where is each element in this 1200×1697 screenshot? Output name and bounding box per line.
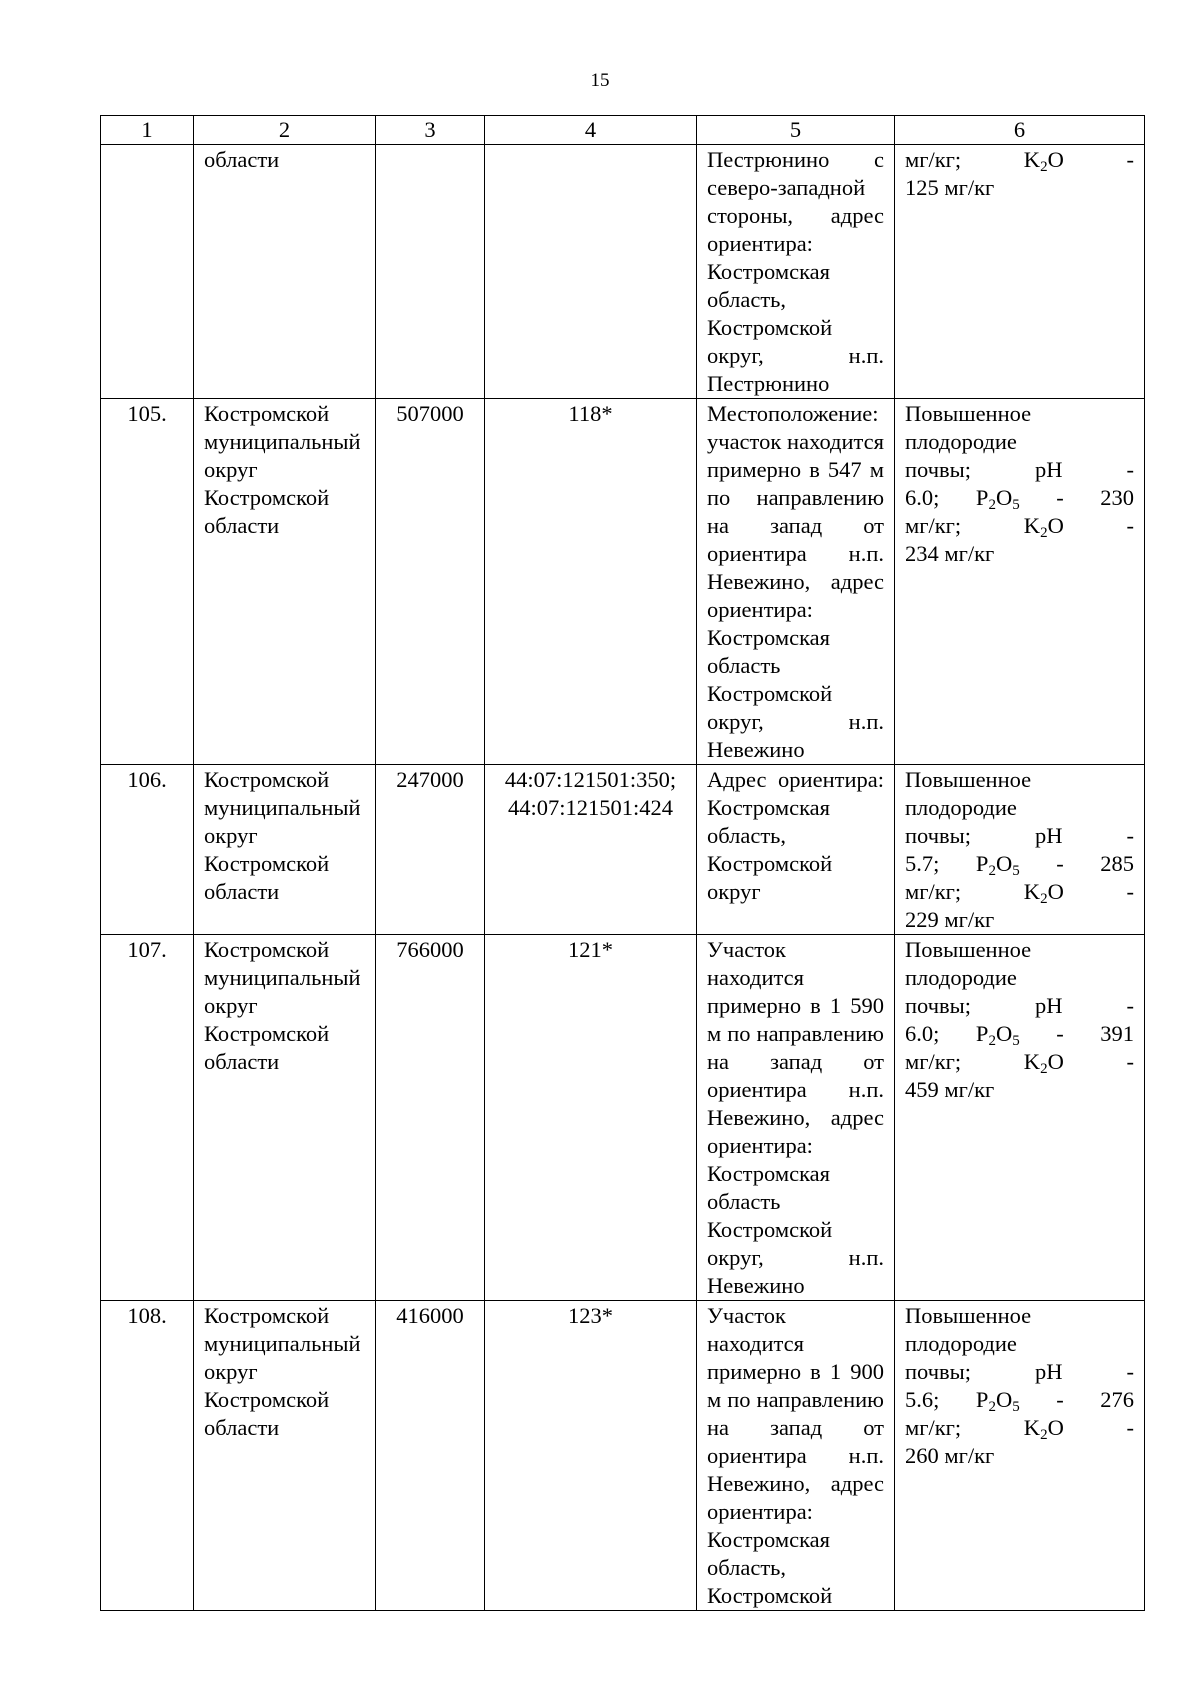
district-line: области	[204, 147, 280, 172]
fertility-line: почвы; pH -	[905, 457, 1134, 482]
fertility-line: Повышенное	[905, 767, 1032, 792]
column-header: 6	[895, 116, 1145, 145]
location-line: Невежино, адрес	[707, 1471, 884, 1496]
location-line: область,	[707, 1555, 787, 1580]
cadastral-line: 123*	[568, 1303, 613, 1328]
fertility-line: почвы; pH -	[905, 1359, 1134, 1384]
fertility-line: Повышенное	[905, 401, 1032, 426]
location-line: находится	[707, 1331, 804, 1356]
cadastral-line: 121*	[568, 937, 613, 962]
fertility-line: почвы; pH -	[905, 993, 1134, 1018]
location-line: ориентира н.п.	[707, 541, 884, 566]
cadastral-cell	[485, 1301, 697, 1611]
district-line: муниципальный	[204, 965, 361, 990]
cadastral-line: 118*	[568, 401, 613, 426]
district-line: Костромской	[204, 1303, 330, 1328]
location-line: Местоположение:	[707, 401, 879, 426]
district-line: Костромской	[204, 767, 330, 792]
fertility-line: 229 мг/кг	[905, 907, 995, 932]
location-line: на запад от	[707, 513, 884, 538]
location-line: область,	[707, 287, 787, 312]
table-row	[101, 145, 1145, 399]
location-line: Костромской	[707, 851, 833, 876]
location-line: Костромская	[707, 1527, 831, 1552]
fertility-cell	[895, 1301, 1145, 1611]
location-line: Пестрюнино	[707, 371, 830, 396]
fertility-line: почвы; pH -	[905, 823, 1134, 848]
location-line: область	[707, 1189, 781, 1214]
location-cell	[697, 1301, 895, 1611]
district-line: Костромской	[204, 1387, 330, 1412]
district-cell	[194, 145, 376, 399]
location-line: северо-западной	[707, 175, 866, 200]
location-line: ориентира:	[707, 1133, 813, 1158]
location-line: Костромской	[707, 315, 833, 340]
district-line: Костромской	[204, 851, 330, 876]
location-line: Участок	[707, 1303, 786, 1328]
table-row	[101, 765, 1145, 935]
district-line: округ	[204, 1359, 258, 1384]
fertility-line: плодородие	[905, 1331, 1017, 1356]
fertility-cell	[895, 145, 1145, 399]
cadastral-cell	[485, 765, 697, 935]
location-line: м по направлению	[707, 1021, 884, 1046]
area-cell: 766000	[376, 935, 485, 1301]
fertility-line: 234 мг/кг	[905, 541, 995, 566]
table-header-row	[101, 116, 1145, 145]
table-row	[101, 399, 1145, 765]
fertility-line: мг/кг; $K_2O$ -	[905, 879, 1134, 907]
location-line: по направлению	[707, 485, 884, 510]
fertility-line: мг/кг; $K_2O$ -	[905, 1415, 1134, 1443]
fertility-cell	[895, 765, 1145, 935]
location-line: ориентира н.п.	[707, 1443, 884, 1468]
district-line: муниципальный	[204, 795, 361, 820]
location-line: Костромская	[707, 625, 831, 650]
cadastral-cell	[485, 399, 697, 765]
location-line: округ, н.п.	[707, 1245, 884, 1270]
fertility-line: Повышенное	[905, 937, 1032, 962]
row-number-cell: 107.	[101, 935, 194, 1301]
table-row	[101, 1301, 1145, 1611]
district-line: округ	[204, 823, 258, 848]
location-line: Костромской	[707, 1583, 833, 1608]
location-line: округ	[707, 879, 761, 904]
location-line: Невежино, адрес	[707, 1105, 884, 1130]
fertility-line: 6.0; $P_2O_5 - 230$	[905, 485, 1135, 513]
district-cell	[194, 399, 376, 765]
district-cell	[194, 935, 376, 1301]
district-line: муниципальный	[204, 429, 361, 454]
fertility-line: плодородие	[905, 429, 1017, 454]
location-line: Костромская	[707, 795, 831, 820]
fertility-line: 459 мг/кг	[905, 1077, 995, 1102]
location-cell	[697, 399, 895, 765]
location-line: стороны, адрес	[707, 203, 884, 228]
fertility-line: Повышенное	[905, 1303, 1032, 1328]
location-line: находится	[707, 965, 804, 990]
district-cell	[194, 765, 376, 935]
column-header: 1	[101, 116, 194, 145]
area-cell: 507000	[376, 399, 485, 765]
column-header: 3	[376, 116, 485, 145]
fertility-line: 5.7; $P_2O_5 - 285$	[905, 851, 1135, 879]
location-line: ориентира н.п.	[707, 1077, 884, 1102]
area-cell: 247000	[376, 765, 485, 935]
location-line: Костромская	[707, 1161, 831, 1186]
fertility-line: 260 мг/кг	[905, 1443, 995, 1468]
fertility-line: 6.0; $P_2O_5 - 391$	[905, 1021, 1135, 1049]
land-plots-table	[100, 115, 1145, 1611]
district-line: области	[204, 1415, 280, 1440]
district-line: округ	[204, 993, 258, 1018]
location-line: область	[707, 653, 781, 678]
district-line: области	[204, 513, 280, 538]
district-line: области	[204, 879, 280, 904]
row-number-cell	[101, 145, 194, 399]
table-row	[101, 935, 1145, 1301]
location-line: примерно в 547 м	[707, 457, 884, 482]
fertility-line: плодородие	[905, 965, 1017, 990]
row-number-cell: 106.	[101, 765, 194, 935]
row-number-cell: 108.	[101, 1301, 194, 1611]
location-cell	[697, 765, 895, 935]
location-line: ориентира:	[707, 1499, 813, 1524]
fertility-line: мг/кг; $K_2O$ -	[905, 513, 1134, 541]
district-line: Костромской	[204, 485, 330, 510]
location-line: округ, н.п.	[707, 709, 884, 734]
fertility-cell	[895, 935, 1145, 1301]
fertility-cell	[895, 399, 1145, 765]
location-line: ориентира:	[707, 597, 813, 622]
location-line: м по направлению	[707, 1387, 884, 1412]
location-line: примерно в 1 590	[707, 993, 884, 1018]
district-line: области	[204, 1049, 280, 1074]
location-cell	[697, 935, 895, 1301]
location-line: Костромской	[707, 681, 833, 706]
location-line: Пестрюнино с	[707, 147, 884, 172]
location-cell	[697, 145, 895, 399]
location-line: Невежино, адрес	[707, 569, 884, 594]
district-line: Костромской	[204, 1021, 330, 1046]
fertility-line: мг/кг; $K_2O$ -	[905, 147, 1134, 175]
row-number-cell: 105.	[101, 399, 194, 765]
location-line: примерно в 1 900	[707, 1359, 884, 1384]
location-line: Костромская	[707, 259, 831, 284]
district-line: Костромской	[204, 401, 330, 426]
cadastral-line: 44:07:121501:350;	[504, 767, 677, 792]
location-line: Костромской	[707, 1217, 833, 1242]
fertility-line: мг/кг; $K_2O$ -	[905, 1049, 1134, 1077]
location-line: на запад от	[707, 1049, 884, 1074]
column-header: 5	[697, 116, 895, 145]
table-body	[101, 116, 1145, 1611]
location-line: на запад от	[707, 1415, 884, 1440]
cadastral-line: 44:07:121501:424	[507, 795, 673, 820]
fertility-line: 125 мг/кг	[905, 175, 995, 200]
district-line: Костромской	[204, 937, 330, 962]
location-line: Невежино	[707, 1273, 805, 1298]
location-line: Участок	[707, 937, 786, 962]
page-number: 15	[590, 70, 610, 91]
column-header: 4	[485, 116, 697, 145]
district-line: округ	[204, 457, 258, 482]
district-cell	[194, 1301, 376, 1611]
area-cell: 416000	[376, 1301, 485, 1611]
area-cell	[376, 145, 485, 399]
fertility-line: плодородие	[905, 795, 1017, 820]
location-line: округ, н.п.	[707, 343, 884, 368]
cadastral-cell	[485, 145, 697, 399]
district-line: муниципальный	[204, 1331, 361, 1356]
location-line: участок находится	[707, 429, 884, 454]
column-header: 2	[194, 116, 376, 145]
location-line: Адрес ориентира:	[707, 767, 884, 792]
fertility-line: 5.6; $P_2O_5 - 276$	[905, 1387, 1135, 1415]
location-line: Невежино	[707, 737, 805, 762]
cadastral-cell	[485, 935, 697, 1301]
location-line: ориентира:	[707, 231, 813, 256]
location-line: область,	[707, 823, 787, 848]
